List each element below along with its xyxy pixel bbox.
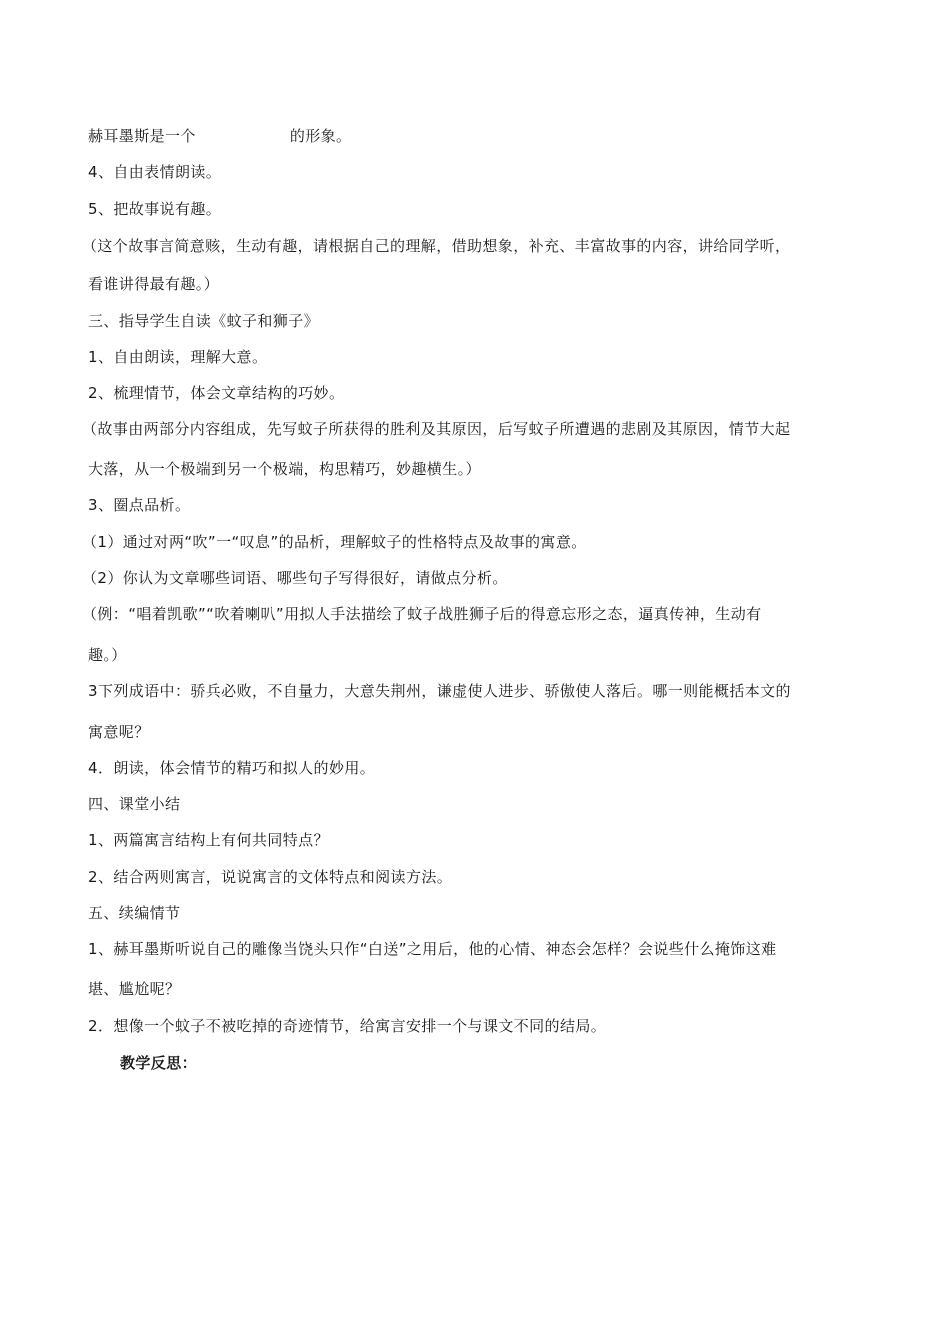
text-segment: 的形象。 — [289, 127, 352, 145]
text-line: 趣。） — [88, 646, 127, 664]
text-line: 1、赫耳墨斯听说自己的雕像当饶头只作“白送”之用后，他的心情、神态会怎样？会说些什么掩饰这难 — [88, 940, 777, 958]
reflection-heading: 教学反思： — [120, 1054, 198, 1072]
text-line: 5、把故事说有趣。 — [88, 200, 222, 218]
text-line: （1）通过对两“吹”一“叹息”的品析，理解蚊子的性格特点及故事的寓意。 — [82, 533, 587, 551]
text-line: 4、自由表情朗读。 — [88, 163, 222, 181]
text-line: 3、圈点品析。 — [88, 496, 191, 514]
text-line: 2．想像一个蚊子不被吃掉的奇迹情节，给寓言安排一个与课文不同的结局。 — [88, 1017, 607, 1035]
text-line: 1、自由朗读，理解大意。 — [88, 348, 268, 366]
text-line: （这个故事言简意赅，生动有趣，请根据自己的理解，借助想象，补充、丰富故事的内容，讲给同学听， — [82, 237, 791, 255]
text-line — [88, 126, 351, 146]
text-line: （故事由两部分内容组成，先写蚊子所获得的胜利及其原因，后写蚊子所遭遇的悲剧及其原因，情节大起 — [82, 420, 791, 438]
text-line: 看谁讲得最有趣。） — [88, 275, 220, 293]
text-line: 4．朗读，体会情节的精巧和拟人的妙用。 — [88, 759, 376, 777]
text-line: 堪、尴尬呢？ — [88, 980, 181, 998]
text-line: （2）你认为文章哪些词语、哪些句子写得很好，请做点分析。 — [82, 569, 508, 587]
section-heading: 四、课堂小结 — [88, 795, 181, 813]
text-line: （例：“唱着凯歌”“吹着喇叭”用拟人手法描绘了蚊子战胜狮子后的得意忘形之态，逼真传神，生动有 — [82, 605, 762, 623]
text-line: 1、两篇寓言结构上有何共同特点？ — [88, 831, 329, 849]
text-line: 3下列成语中：骄兵必败，不自量力，大意失荆州，谦虚使人进步、骄傲使人落后。哪一则能概括本文的 — [88, 682, 791, 700]
text-line: 寓意呢？ — [88, 723, 150, 741]
text-line: 2、梳理情节，体会文章结构的巧妙。 — [88, 384, 345, 402]
text-segment: 赫耳墨斯是一个 — [88, 127, 196, 145]
section-heading: 三、指导学生自读《蚊子和狮子》 — [88, 312, 320, 330]
section-heading: 五、续编情节 — [88, 904, 181, 922]
text-line: 大落，从一个极端到另一个极端，构思精巧，妙趣横生。） — [88, 460, 481, 478]
text-line: 2、结合两则寓言，说说寓言的文体特点和阅读方法。 — [88, 868, 453, 886]
